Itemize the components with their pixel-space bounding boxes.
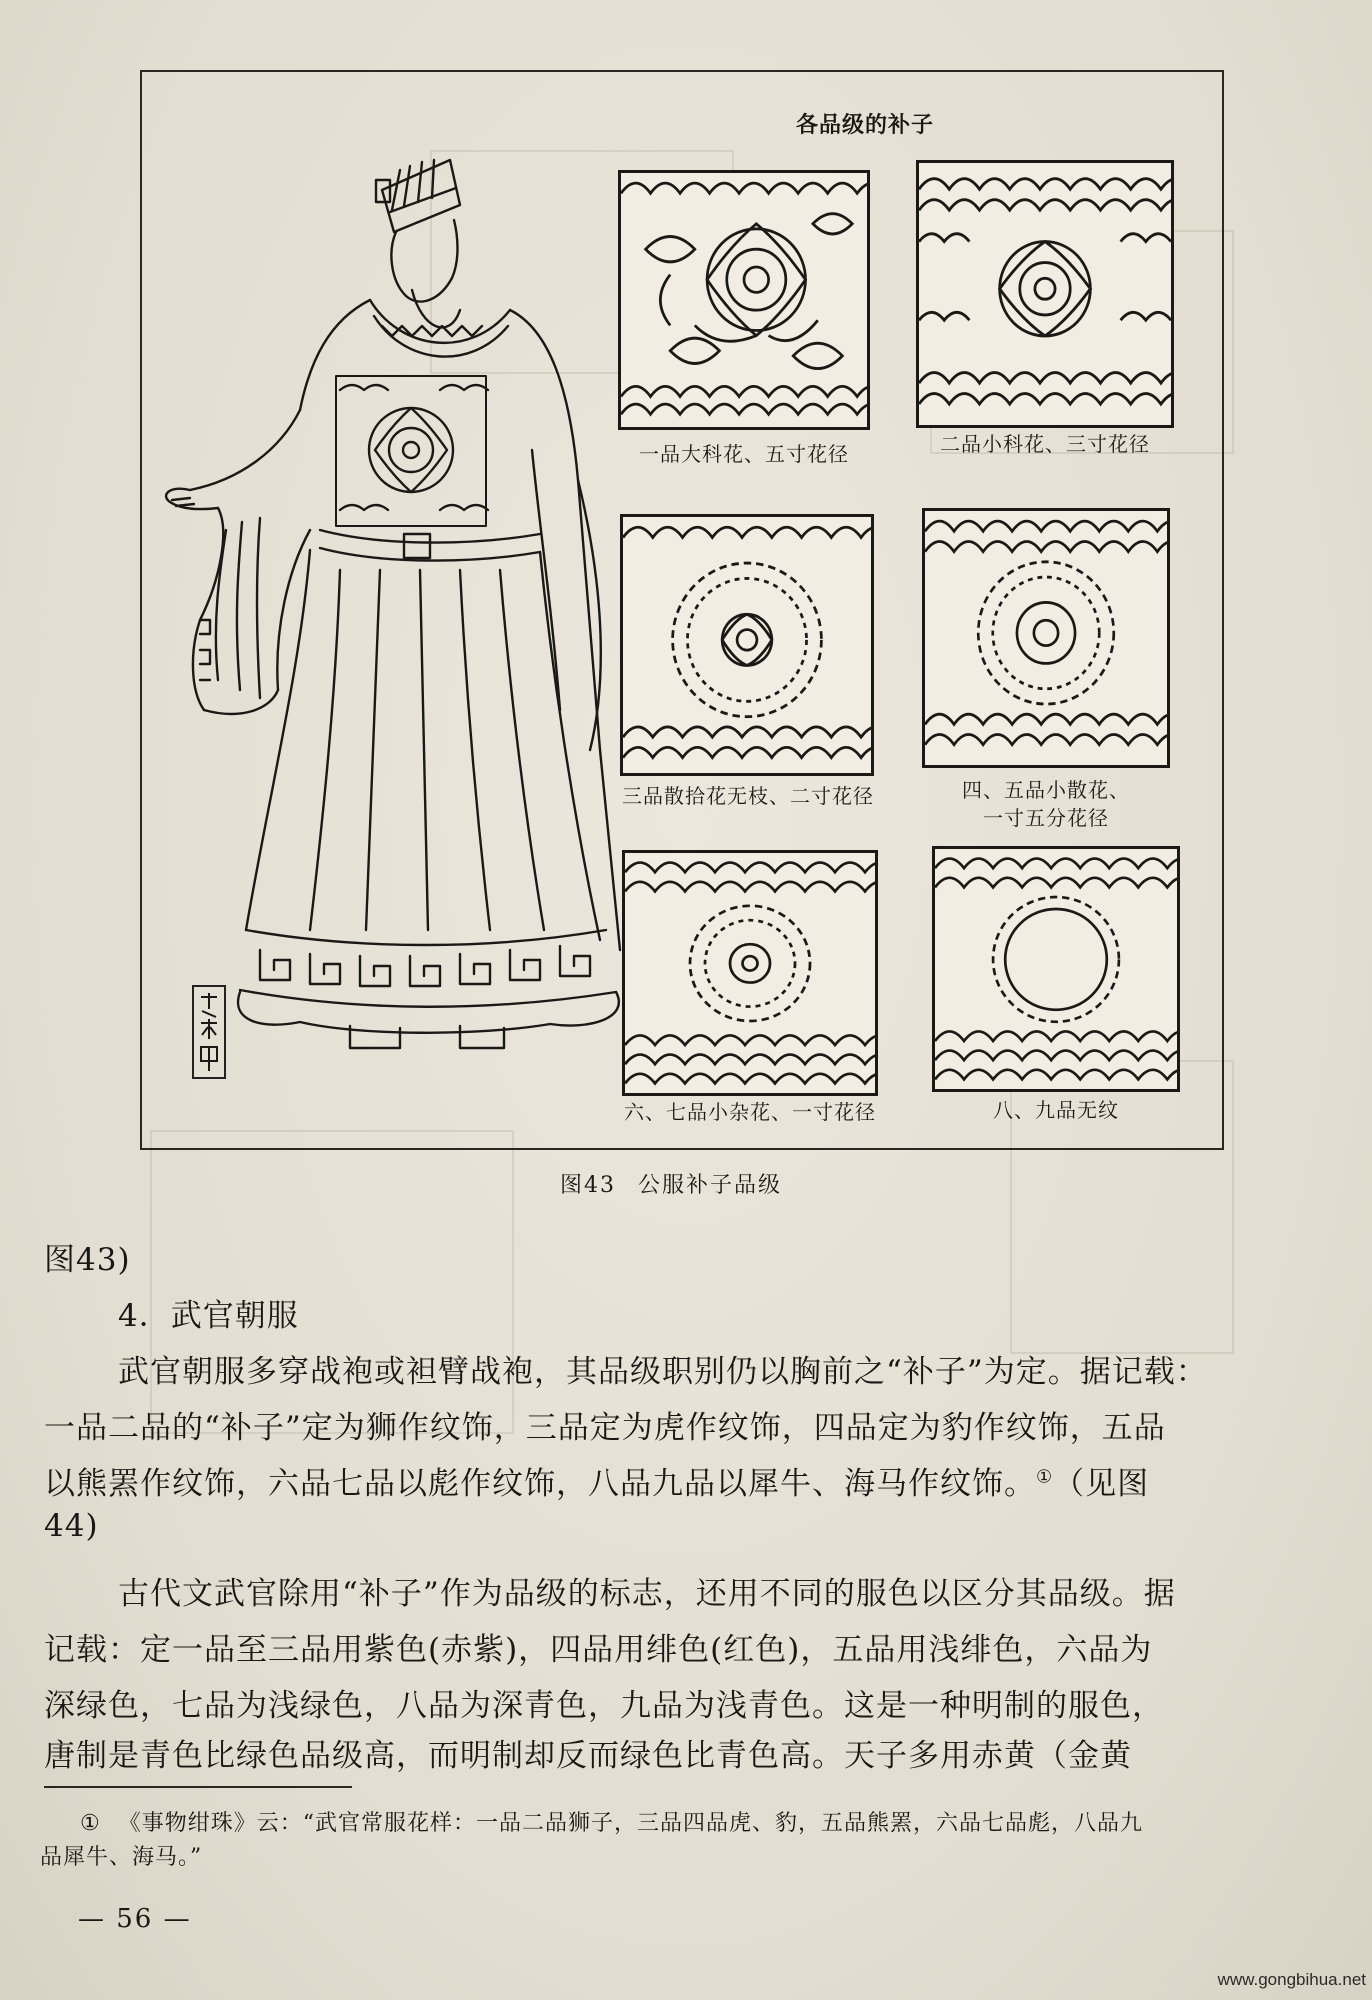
badge-caption-4 xyxy=(922,776,1170,832)
paragraph-1-line-4: 44) xyxy=(44,1508,99,1544)
paragraph-1-line-3-see: （见图 xyxy=(1053,1466,1150,1502)
footnote-text-1: 《事物绀珠》云：“武官常服花样：一品二品狮子，三品四品虎、豹，五品熊罴，六品七品彪，八品九 xyxy=(118,1811,1143,1836)
page-number: — 56 — xyxy=(78,1904,192,1934)
badge-caption-4-line1: 四、五品小散花、 xyxy=(962,778,1130,802)
section-heading: 4．武官朝服 xyxy=(118,1298,299,1334)
paragraph-1-line-1: 武官朝服多穿战袍或袒臂战袍，其品级职别仍以胸前之“补子”为定。据记载： xyxy=(118,1354,1208,1390)
watermark-url: www.gongbihua.net xyxy=(1217,1970,1366,1989)
rank-badge-5 xyxy=(622,850,878,1096)
paragraph-1-line-2: 一品二品的“补子”定为狮作纹饰，三品定为虎作纹饰，四品定为豹作纹饰，五品 xyxy=(44,1410,1166,1446)
paragraph-2-line-4: 唐制是青色比绿色品级高，而明制却反而绿色比青色高。天子多用赤黄（金黄 xyxy=(44,1738,1132,1774)
badge-caption-3: 三品散拾花无枝、二寸花径 xyxy=(622,784,874,808)
footnote-line-1 xyxy=(80,1806,1143,1837)
figure-caption-number: 图43 xyxy=(560,1173,616,1198)
footnote-rule xyxy=(44,1786,352,1788)
rank-badge-1 xyxy=(618,170,870,430)
badge-caption-4-line2: 一寸五分花径 xyxy=(983,806,1109,830)
badge-caption-1: 一品大科花、五寸花径 xyxy=(639,442,849,466)
paragraph-1-line-3 xyxy=(44,1458,1149,1503)
footnote-marker: ① xyxy=(80,1811,101,1836)
text-line: 图43) xyxy=(44,1242,131,1278)
rank-badge-4 xyxy=(922,508,1170,768)
paragraph-2-line-1: 古代文武官除用“补子”作为品级的标志，还用不同的服色以区分其品级。据 xyxy=(118,1576,1176,1612)
rank-badge-6 xyxy=(932,846,1180,1092)
paragraph-2-line-2: 记载：定一品至三品用紫色(赤紫)，四品用绯色(红色)，五品用浅绯色，六品为 xyxy=(44,1632,1153,1668)
paragraph-2-line-3: 深绿色，七品为浅绿色，八品为深青色，九品为浅青色。这是一种明制的服色， xyxy=(44,1688,1164,1724)
rank-badge-2 xyxy=(916,160,1174,428)
rank-badge-3 xyxy=(620,514,874,776)
footnote-line-2: 品犀牛、海马。” xyxy=(40,1845,203,1870)
badge-caption-6: 八、九品无纹 xyxy=(993,1098,1119,1122)
figure-caption xyxy=(560,1168,782,1199)
artist-seal xyxy=(192,985,226,1079)
figure-caption-text: 公服补子品级 xyxy=(638,1173,783,1198)
badge-caption-2: 二品小科花、三寸花径 xyxy=(940,432,1150,456)
paragraph-1-line-3-text: 以熊罴作纹饰，六品七品以彪作纹饰，八品九品以犀牛、海马作纹饰。 xyxy=(44,1466,1036,1502)
official-figure-illustration xyxy=(160,150,630,1080)
figure-panel-title: 各品级的补子 xyxy=(795,112,934,138)
badge-caption-5: 六、七品小杂花、一寸花径 xyxy=(624,1100,876,1124)
footnote-reference: ① xyxy=(1036,1466,1054,1488)
